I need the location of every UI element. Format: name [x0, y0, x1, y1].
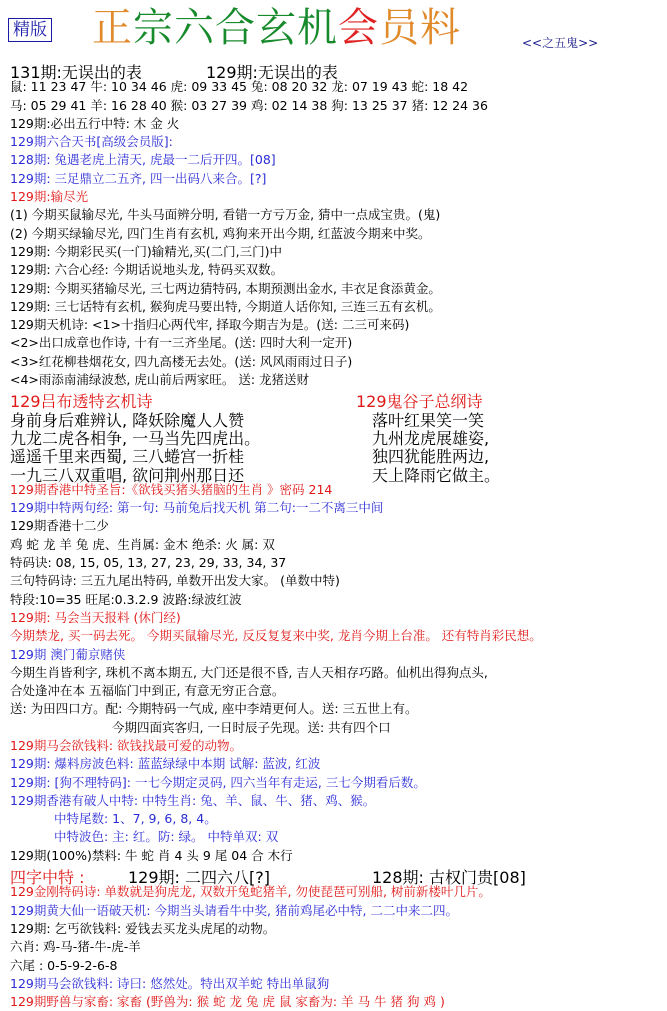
- oracle-poem-2: <2>出口成章也作诗, 十有一三齐坐尾。(送: 四时大利一定开): [10, 335, 353, 351]
- guiguzi-poem-heading: 129鬼谷子总纲诗: [356, 392, 483, 412]
- title-char: 玄: [256, 5, 297, 51]
- forbidden-line: 129期(100%)禁料: 牛 蛇 肖 4 头 9 尾 04 合 木行: [10, 847, 293, 863]
- goubuli-line: 129期: [狗不理特码]: 一七今期定灵码, 四六当年有走运, 三七今期看后数。: [10, 774, 426, 790]
- lubu-poem-heading: 129吕布透特玄机诗: [10, 392, 153, 412]
- two-sentence-line: 129期中特两句经: 第一句: 马前兔后找天机 第二句:一二不离三中间: [10, 500, 384, 516]
- header: [0, 0, 667, 58]
- oracle-poem-1: 129期天机诗: <1>十指归心两代牢, 择取今期吉为是。(送: 二三可来码): [10, 317, 410, 333]
- five-elements-line: 129期:必出五行中特: 木 金 火: [10, 115, 180, 131]
- heaven-book-129: 129期: 三足鼎立二五齐, 四一出码八来合。[?]: [10, 170, 267, 186]
- title-char: 会: [338, 5, 379, 51]
- beggar-line: 129期: 乞丐欲钱料: 爱钱去买龙头虎尾的动物。: [10, 920, 276, 936]
- title-char: 六: [174, 5, 215, 51]
- heaven-book-128: 128期: 兔遇老虎上清天, 虎最一二后开四。[08]: [10, 152, 276, 168]
- guiguzi-poem-line-1: 落叶红果笑一笑: [372, 410, 485, 430]
- macau-line-2: 合处逢冲在本 五福临门中到正, 有意无穷正合意。: [10, 683, 285, 699]
- six-zodiac-line: 六肖: 鸡-马-猪-牛-虎-羊: [10, 939, 141, 955]
- lubu-poem-line-2: 九龙二虎各相争, 一马当先四虎出。: [10, 428, 261, 448]
- lubu-poem-line-1: 身前身后难辨认, 降妖除魔人人赞: [10, 410, 245, 430]
- four-char-129: 129期: 二四六八[?]: [128, 868, 270, 888]
- horse-club-heading: 129期: 马会当天报料 (休门经): [10, 609, 181, 625]
- insider-tail-line: 中特尾数: 1、7, 9, 6, 8, 4。: [54, 811, 217, 827]
- zodiac-numbers-row-2: 马: 05 29 41 羊: 16 28 40 猴: 03 27 39 鸡: 02 14 38 狗: 13 25 37 猪: 12 24 36: [10, 97, 488, 113]
- vajra-poem-line: 129金刚特码诗: 单数就是狗虎龙, 双数开兔蛇猪羊, 勿使琵琶可别船, 树前新楼叶几片。: [10, 884, 491, 900]
- poem-row-3: [10, 444, 660, 467]
- six-tail-line: 六尾 : 0-5-9-2-6-8: [10, 957, 118, 973]
- three-sentence-poem-line: 三句特码诗: 三五九尾出特码, 单数开出发大家。 (单数中特): [10, 573, 340, 589]
- macau-line-3: 送: 为田四口方。配: 今期特码一气成, 座中李靖更何人。送: 三五世上有。: [10, 701, 418, 717]
- guiguzi-poem-line-3: 独四犹能胜两边,: [372, 447, 490, 467]
- four-char-row: [10, 865, 660, 888]
- lose-all-line-2: (2) 今期买绿输尽光, 四门生肖有玄机, 鸡狗来开出今期, 红蓝波今期来中奖。: [10, 225, 431, 241]
- heart-sutra-line: 129期: 六合心经: 今期话说地头龙, 特码买双数。: [10, 262, 284, 278]
- horse-club-poem-line: 129期马会欲钱料: 诗曰: 悠然处。特出双羊蛇 特出单鼠狗: [10, 975, 330, 991]
- lose-all-line-1: (1) 今期买鼠输尽光, 牛头马面辨分明, 看错一方亏万金, 猜中一点成宝贵。(鬼): [10, 207, 441, 223]
- edition-badge: 精版: [8, 18, 52, 42]
- title-char: 正: [92, 5, 133, 51]
- pig-line: 129期: 今期买猪输尽光, 三七两边猜特码, 本期预测出金水, 丰衣足食添黄金。: [10, 280, 441, 296]
- thirty-seven-line: 129期: 三七话特有玄机, 猴狗虎马要出特, 今期道人话你知, 三连三五有玄机。: [10, 298, 441, 314]
- title-char: 机: [297, 5, 338, 51]
- poem-headings-row: [10, 389, 660, 412]
- hk-twelve-heading: 129期香港十二少: [10, 518, 109, 534]
- title-char: 宗: [133, 5, 174, 51]
- poem-row-4: [10, 463, 660, 485]
- title-char: 合: [215, 5, 256, 51]
- poem-row-2: [10, 426, 660, 448]
- beasts-livestock-line: 129期野兽与家畜: 家畜 (野兽为: 猴 蛇 龙 兔 虎 鼠 家畜为: 羊 马 牛 猪 狗 鸡 ): [10, 994, 445, 1010]
- insider-color-line: 中特波色: 主: 红。防: 绿。 中特单双: 双: [54, 829, 279, 845]
- poem-row-1: [10, 408, 660, 430]
- guiguzi-poem-line-2: 九州龙虎展雄姿,: [372, 428, 490, 448]
- guiguzi-poem-line-4: 天上降雨它做主。: [372, 465, 501, 485]
- horse-club-line: 今期禁龙, 买一码去死。 今期买鼠输尽光, 反反复复来中奖, 龙肖今期上台准。 还有特肖彩民想。: [10, 628, 542, 644]
- table-caption-129: 129期:无误出的表: [206, 63, 338, 82]
- lubu-poem-line-4: 一九三八双重唱, 欲问荆州那日还: [10, 465, 245, 485]
- main-content: [10, 60, 660, 1011]
- macau-line-1: 今期生肖皆利字, 珠机不离本期五, 大门还是很不昏, 吉人天相存巧路。仙机出得狗点头,: [10, 664, 488, 680]
- page-title: [92, 4, 461, 52]
- zodiac-numbers-row-1: 鼠: 11 23 47 牛: 10 34 46 虎: 09 33 45 兔: 08 20 32 龙: 07 19 43 蛇: 18 42: [10, 79, 469, 95]
- table-caption-131: 131期:无误出的表: [10, 63, 142, 82]
- lose-all-line-3: 129期: 今期彩民买(一门)输精光,买(二门,三门)中: [10, 243, 282, 259]
- lubu-poem-line-3: 遥遥千里来西蜀, 三八蜷宫一折桂: [10, 447, 245, 467]
- macau-line-4: 今期四面宾客归, 一日时辰子先现。送: 共有四个口: [112, 719, 391, 735]
- four-char-heading: 四字中特 :: [10, 868, 85, 888]
- wave-color-line: 129期: 爆料房波色料: 蓝蓝绿绿中本期 试解: 蓝波, 红波: [10, 756, 321, 772]
- table-caption-row: [10, 60, 660, 82]
- lose-all-heading: 129期:输尽光: [10, 189, 89, 205]
- title-char: 料: [420, 5, 461, 51]
- heaven-book-heading: 129期六合天书[高级会员版]:: [10, 134, 173, 150]
- oracle-poem-4: <4>雨添南浦绿波愁, 虎山前后两家旺。 送: 龙猪送财: [10, 372, 310, 388]
- hk-decree-line: 129期香港中特圣旨:《欲钱买猪头猪脑的生肖 》密码 214: [10, 481, 333, 497]
- title-char: 员: [379, 5, 420, 51]
- wong-tai-sin-line: 129期黄大仙一语破天机: 今期当头请看牛中奖, 猪前鸡尾必中特, 二二中来二四。: [10, 902, 458, 918]
- macau-heading: 129期 澳门葡京赌侠: [10, 646, 126, 662]
- hk-insider-line: 129期香港有破人中特: 中特生肖: 兔、羊、鼠、牛、猪、鸡、猴。: [10, 792, 376, 808]
- four-char-128: 128期: 古权门贵[08]: [372, 868, 526, 888]
- oracle-poem-3: <3>红花柳巷烟花女, 四九高楼无去处。(送: 风风雨雨过日子): [10, 353, 353, 369]
- want-money-line: 129期马会欲钱料: 欲钱找最可爱的动物。: [10, 737, 243, 753]
- page-subtitle: <<之五鬼>>: [522, 36, 599, 50]
- special-code-line: 特码诀: 08, 15, 05, 13, 27, 23, 29, 33, 34, 37: [10, 555, 287, 571]
- special-section-line: 特段:10=35 旺尾:0.3.2.9 波路:绿波红波: [10, 591, 242, 607]
- zodiac-attributes-line: 鸡 蛇 龙 羊 兔 虎、生肖属: 金木 绝杀: 火 属: 双: [10, 536, 275, 552]
